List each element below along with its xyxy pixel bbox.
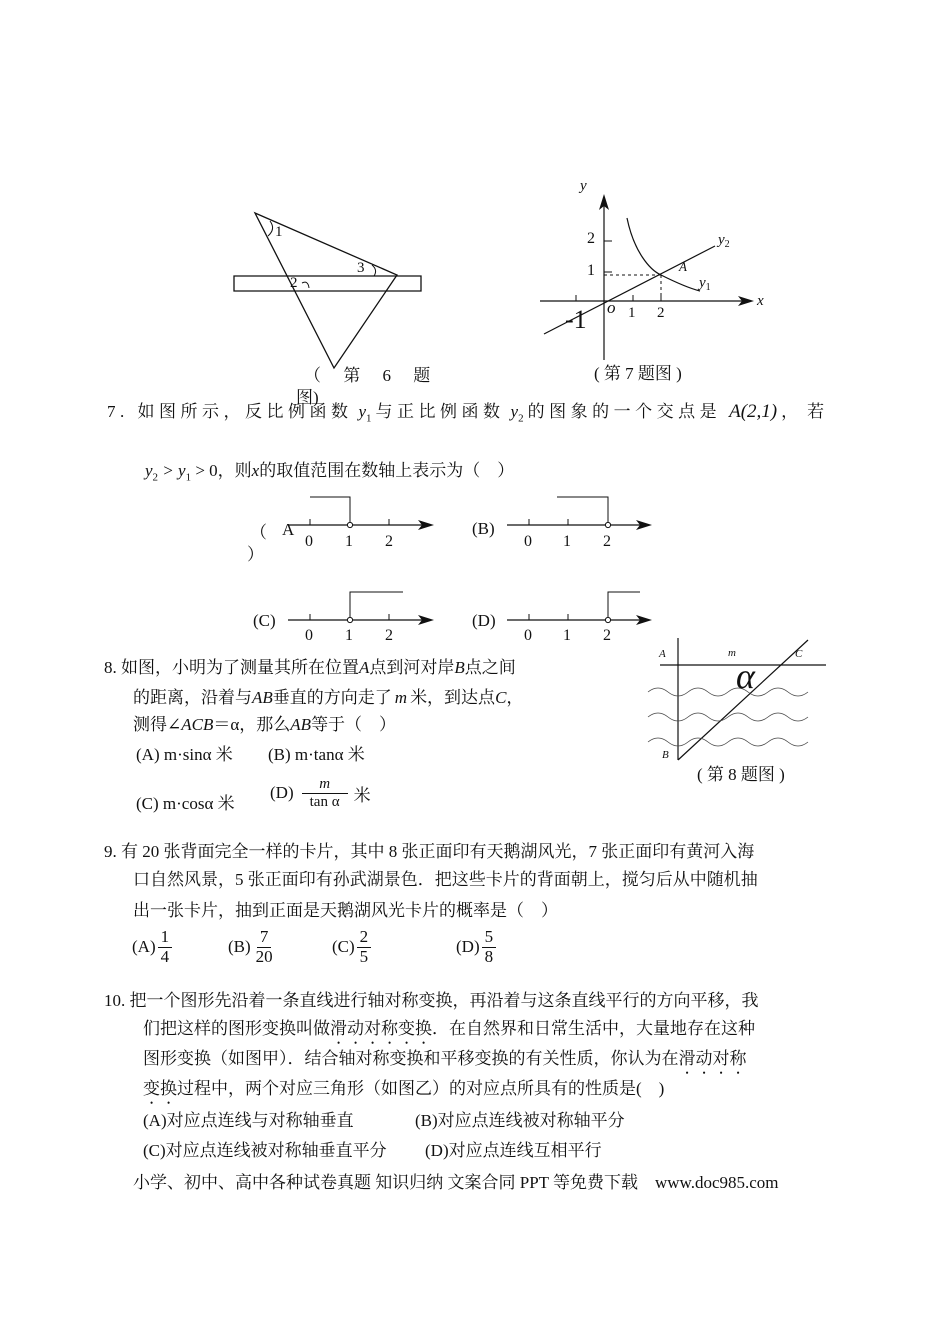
fig7-tick-y2: 2: [587, 230, 595, 247]
q7-C-tick-2: 2: [385, 627, 393, 644]
fig7-label-A: A: [679, 259, 687, 274]
q8-option-C: (C) m·cosα 米: [136, 794, 235, 813]
fig6-label-1: 1: [275, 224, 283, 240]
q7-B-tick-2: 2: [603, 533, 611, 550]
fig8-label-C: C: [795, 648, 803, 660]
fig7-label-y2: $y_2$: [718, 232, 730, 250]
fig7-tick-m1: -1: [565, 305, 587, 334]
fig7-origin: o: [607, 298, 616, 317]
fig8-label-m: m: [728, 647, 736, 659]
q7-line-1: 7. 如图所示，反比例函数 $y_1$ 与正比例函数 $y_2$ 的图象的一个交点是 A(2,1) ，若: [107, 401, 834, 425]
q7-C-tick-1: 1: [345, 627, 353, 644]
page-footer: 小学、初中、高中各种试卷真题 知识归纳 文案合同 PPT 等免费下载 www.doc985.com: [133, 1173, 779, 1192]
q8-line-1: 8. 如图，小明为了测量其所在位置A点到河对岸B点之间: [104, 658, 516, 677]
q10-line-3: 图形变换（如图甲）．结合轴对称变换和平移变换的有关性质，你认为在滑动对称: [143, 1049, 747, 1068]
q9-line-2: 口自然风景，5 张正面印有孙武湖景色．把这些卡片的背面朝上，搅匀后从中随机抽: [133, 870, 758, 889]
q7-B-tick-0: 0: [524, 533, 532, 550]
q8-line-3: 测得∠ACB＝α，那么AB等于（ ）: [133, 715, 397, 734]
q10-option-D: (D)对应点连线互相平行: [425, 1141, 602, 1160]
fig8-label-A: A: [659, 648, 666, 660]
fig6-label-2: 2: [290, 275, 298, 291]
q7-D-tick-2: 2: [603, 627, 611, 644]
fig7-tick-y1: 1: [587, 262, 595, 279]
fig6-label-3: 3: [357, 260, 365, 276]
q7-B-tick-1: 1: [563, 533, 571, 550]
q7-C-tick-0: 0: [305, 627, 313, 644]
fig6-caption-2: 图): [296, 388, 319, 407]
fig7-x-label: x: [757, 293, 764, 309]
q7-A-tick-1: 1: [345, 533, 353, 550]
q10-line-2: 们把这样的图形变换叫做滑动对称变换．在自然界和日常生活中，大量地存在这种: [143, 1019, 755, 1038]
q9-option-B: (B) $\frac{7}{20}$: [228, 927, 273, 966]
q7-A-tick-0: 0: [305, 533, 313, 550]
q8-option-B: (B) m·tanα 米: [268, 745, 365, 764]
q10-option-C: (C)对应点连线被对称轴垂直平分: [143, 1141, 387, 1160]
fig8-caption: ( 第 8 题图 ): [697, 765, 785, 784]
q7-D-tick-1: 1: [563, 627, 571, 644]
q8-option-D: (D) $\frac{m}{\text{tan α}}$ 米: [270, 776, 371, 810]
q7-option-D-label: (D): [472, 611, 496, 630]
q9-line-1: 9. 有 20 张背面完全一样的卡片，其中 8 张正面印有天鹅湖风光，7 张正面印有黄河入海: [104, 842, 755, 861]
q7-option-B-label: (B): [472, 519, 495, 538]
q9-option-D: (D) $\frac{5}{8}$: [456, 928, 498, 966]
fig6-caption: （ 第 6 题: [304, 366, 440, 385]
q9-line-3: 出一张卡片，抽到正面是天鹅湖风光卡片的概率是（ ）: [133, 901, 558, 920]
q7-option-A-close: ）: [247, 545, 264, 564]
fig7-caption: ( 第 7 题图 ): [594, 364, 682, 383]
fig8-label-alpha: α: [736, 656, 755, 696]
q10-line-4: 变换过程中，两个对应三角形（如图乙）的对应点所具有的性质是( ): [143, 1079, 665, 1098]
fig7-label-y1: $y_1$: [699, 275, 711, 293]
fig8-label-B: B: [662, 749, 669, 761]
q7-option-A-paren: （: [250, 523, 267, 542]
q7-D-tick-0: 0: [524, 627, 532, 644]
q7-line-2: $y_2 > y_1 > 0$，则x的取值范围在数轴上表示为（ ）: [145, 461, 515, 484]
fig7-y-label: y: [580, 178, 587, 194]
fig7-tick-x1: 1: [628, 305, 636, 321]
q10-option-B: (B)对应点连线被对称轴平分: [415, 1111, 625, 1130]
q7-A-tick-2: 2: [385, 533, 393, 550]
q9-option-A: (A) $\frac{1}{4}$: [132, 928, 174, 966]
q10-line-1: 10. 把一个图形先沿着一条直线进行轴对称变换，再沿着与这条直线平行的方向平移，我: [104, 991, 759, 1010]
q7-option-A-letter: A: [282, 520, 295, 539]
fig7-tick-x2: 2: [657, 305, 665, 321]
q7-option-C-label: (C): [253, 611, 276, 630]
q9-option-C: (C) $\frac{2}{5}$: [332, 928, 373, 966]
q8-line-2: 的距离，沿着与AB垂直的方向走了 m 米，到达点C，: [133, 688, 524, 707]
q10-option-A: (A)对应点连线与对称轴垂直: [143, 1111, 354, 1130]
q8-option-A: (A) m·sinα 米: [136, 745, 233, 764]
